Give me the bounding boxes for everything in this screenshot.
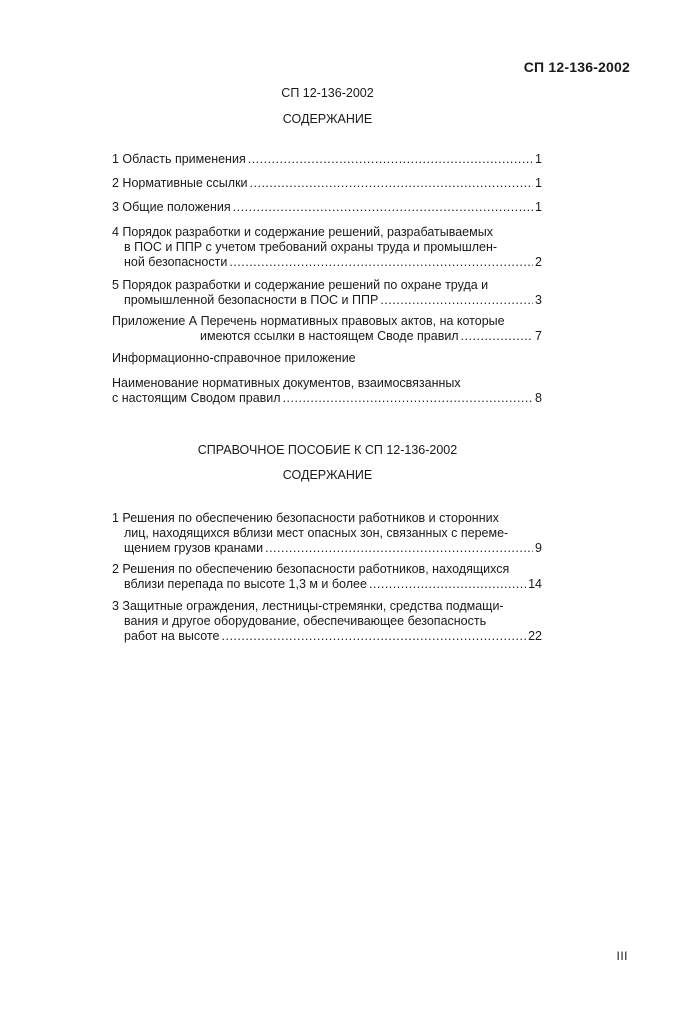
toc-entry-line: Информационно-справочное приложение <box>112 351 356 365</box>
toc-entry-title: ной безопасности <box>124 255 228 269</box>
toc-entry-page: 14 <box>528 577 542 591</box>
toc-entry <box>112 511 542 556</box>
dot-leader <box>222 629 527 644</box>
toc-entry-line: вания и другое оборудование, обеспечивающее безопасность <box>124 614 487 628</box>
toc-document-code: СП 12-136-2002 <box>281 86 374 100</box>
dot-leader <box>461 329 533 344</box>
dot-leader <box>248 152 533 167</box>
toc-entry-page: 1 <box>535 152 542 166</box>
toc-entry-page: 3 <box>535 293 542 307</box>
toc-title: СОДЕРЖАНИЕ <box>282 112 373 126</box>
dot-leader <box>380 293 533 308</box>
dot-leader <box>233 200 533 215</box>
toc-entry-title: вблизи перепада по высоте 1,3 м и более <box>124 577 367 591</box>
toc-entry-line: Приложение А Перечень нормативных правовых актов, на которые <box>112 314 505 328</box>
toc-entry-page: 1 <box>535 176 542 190</box>
toc-entry-title: работ на высоте <box>124 629 220 643</box>
dot-leader <box>265 541 533 556</box>
toc-entry <box>112 351 542 366</box>
dot-leader <box>250 176 534 191</box>
toc-entry <box>112 599 542 644</box>
toc-entry-page: 22 <box>528 629 542 643</box>
toc-entry <box>112 176 542 191</box>
dot-leader <box>229 255 533 270</box>
handbook-toc-title: СОДЕРЖАНИЕ <box>282 468 373 482</box>
header-document-code: СП 12-136-2002 <box>523 59 630 75</box>
toc-entry-title: имеются ссылки в настоящем Своде правил <box>200 329 459 343</box>
toc-entry-page: 7 <box>535 329 542 343</box>
toc-entry <box>112 314 542 344</box>
page-number: III <box>616 949 628 963</box>
toc-entry-page: 9 <box>535 541 542 555</box>
toc-entry-line: Наименование нормативных документов, взаимосвязанных <box>112 376 461 390</box>
toc-entry-title: 1 Область применения <box>112 152 246 166</box>
toc-entry-line: 4 Порядок разработки и содержание решений, разрабатываемых <box>112 225 493 239</box>
toc-entry-page: 8 <box>535 391 542 405</box>
toc-entry-line: 5 Порядок разработки и содержание решений по охране труда и <box>112 278 489 292</box>
toc-entry-page: 2 <box>535 255 542 269</box>
toc-entry <box>112 376 542 406</box>
toc-entry-line: 2 Решения по обеспечению безопасности работников, находящихся <box>112 562 510 576</box>
dot-leader <box>283 391 533 406</box>
toc-entry-line: 1 Решения по обеспечению безопасности работников и сторонних <box>112 511 499 525</box>
handbook-subtitle: СПРАВОЧНОЕ ПОСОБИЕ К СП 12-136-2002 <box>197 443 458 457</box>
toc-entry-line: 3 Защитные ограждения, лестницы-стремянки, средства подмащи- <box>112 599 504 613</box>
toc-entry-title: 3 Общие положения <box>112 200 231 214</box>
toc-entry <box>112 562 542 592</box>
toc-entry-page: 1 <box>535 200 542 214</box>
toc-entry-title: промышленной безопасности в ПОС и ППР <box>124 293 379 307</box>
toc-entry <box>112 225 542 270</box>
toc-entry <box>112 278 542 308</box>
toc-entry-line: лиц, находящихся вблизи мест опасных зон, связанных с переме- <box>124 526 509 540</box>
dot-leader <box>369 577 526 592</box>
toc-entry-title: с настоящим Сводом правил <box>112 391 281 405</box>
toc-entry-line: в ПОС и ППР с учетом требований охраны труда и промышлен- <box>124 240 498 254</box>
toc-entry <box>112 200 542 215</box>
toc-entry <box>112 152 542 167</box>
toc-entry-title: щением грузов кранами <box>124 541 264 555</box>
toc-entry-title: 2 Нормативные ссылки <box>112 176 248 190</box>
